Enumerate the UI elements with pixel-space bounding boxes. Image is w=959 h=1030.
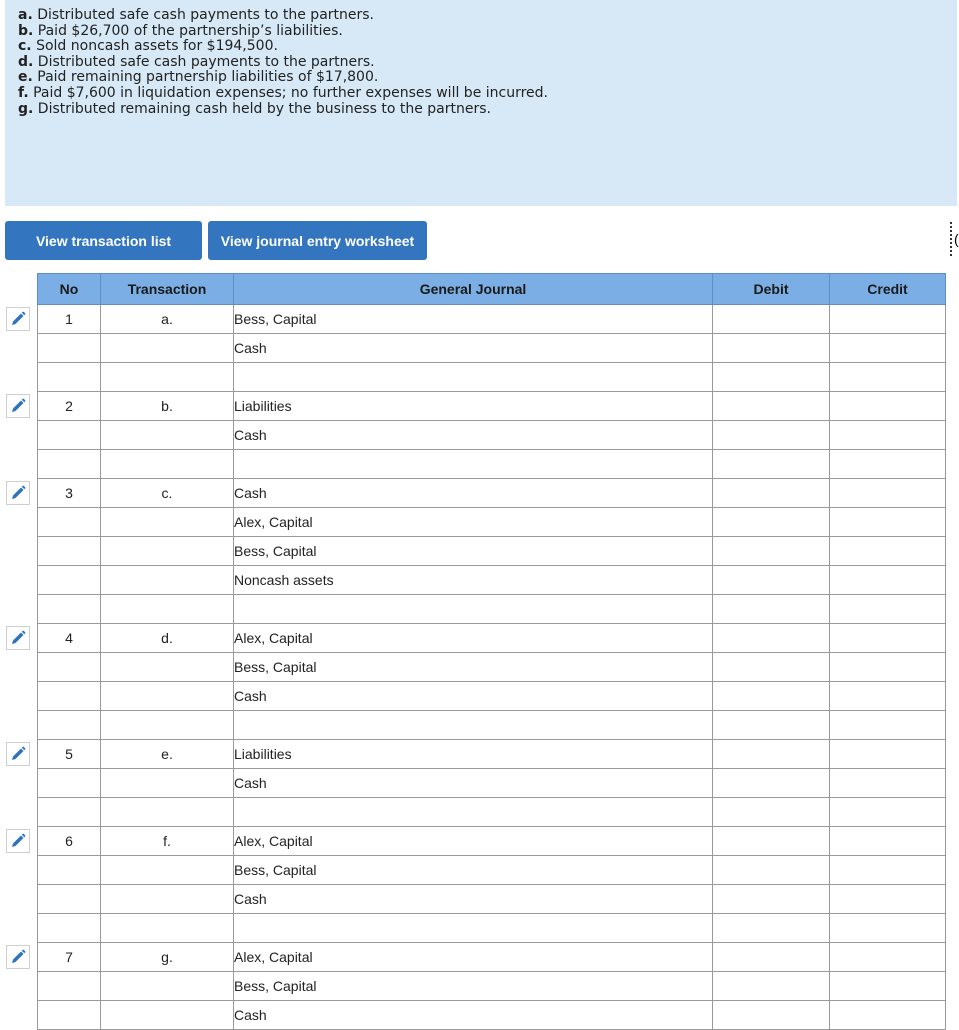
column-header-transaction: Transaction [101,274,234,305]
transaction-letter [101,566,234,595]
account-name: Cash [234,885,713,914]
debit-amount [713,450,830,479]
transaction-letter [101,653,234,682]
account-name: Cash [234,421,713,450]
pencil-icon[interactable] [6,626,30,650]
table-row [38,624,946,653]
credit-amount [830,885,946,914]
debit-amount [713,595,830,624]
table-row [38,363,946,392]
table-row [38,682,946,711]
entry-number [38,566,101,595]
credit-amount [830,595,946,624]
credit-amount [830,334,946,363]
transaction-letter: c. [101,479,234,508]
account-name: Bess, Capital [234,972,713,1001]
debit-amount [713,856,830,885]
account-name: Liabilities [234,392,713,421]
credit-amount [830,740,946,769]
debit-amount [713,305,830,334]
instruction-item: c. Sold noncash assets for $194,500. [18,38,278,55]
table-row [38,798,946,827]
transaction-letter: f. [101,827,234,856]
transaction-letter: g. [101,943,234,972]
credit-amount [830,624,946,653]
credit-amount [830,827,946,856]
debit-amount [713,421,830,450]
pencil-icon[interactable] [6,481,30,505]
account-name: Alex, Capital [234,624,713,653]
entry-number [38,682,101,711]
pencil-icon[interactable] [6,307,30,331]
entry-number [38,334,101,363]
instruction-item: d. Distributed safe cash payments to the partners. [18,53,375,70]
account-name [234,798,713,827]
instruction-item: a. Distributed safe cash payments to the partners. [18,7,375,23]
account-name: Bess, Capital [234,653,713,682]
transaction-letter [101,363,234,392]
credit-amount [830,856,946,885]
credit-amount [830,1001,946,1030]
transaction-letter: a. [101,305,234,334]
instruction-item: f. Paid $7,600 in liquidation expenses; no further expenses will be incurred. [18,84,548,101]
table-row [38,537,946,566]
debit-amount [713,363,830,392]
debit-amount [713,914,830,943]
debit-amount [713,682,830,711]
table-row [38,972,946,1001]
debit-amount [713,798,830,827]
entry-number [38,421,101,450]
transaction-letter [101,1001,234,1030]
account-name [234,711,713,740]
table-row [38,711,946,740]
table-row [38,827,946,856]
entry-number [38,711,101,740]
entry-number: 7 [38,943,101,972]
debit-amount [713,1001,830,1030]
entry-number: 6 [38,827,101,856]
transaction-letter [101,711,234,740]
entry-number [38,972,101,1001]
table-row [38,856,946,885]
account-name [234,363,713,392]
credit-amount [830,421,946,450]
entry-number [38,450,101,479]
transaction-letter [101,450,234,479]
debit-amount [713,392,830,421]
credit-amount [830,392,946,421]
instruction-item: g. Distributed remaining cash held by the business to the partners. [18,100,491,117]
debit-amount [713,508,830,537]
transaction-letter [101,856,234,885]
credit-amount [830,769,946,798]
account-name: Alex, Capital [234,943,713,972]
column-header-credit: Credit [830,274,946,305]
account-name [234,595,713,624]
transaction-letter: e. [101,740,234,769]
debit-amount [713,972,830,1001]
credit-amount [830,537,946,566]
credit-amount [830,508,946,537]
table-row [38,392,946,421]
entry-number [38,856,101,885]
entry-number [38,653,101,682]
entry-number [38,508,101,537]
table-row [38,334,946,363]
debit-amount [713,740,830,769]
credit-amount [830,566,946,595]
account-name: Bess, Capital [234,305,713,334]
credit-amount [830,914,946,943]
table-row [38,479,946,508]
transaction-letter [101,769,234,798]
transaction-letter: b. [101,392,234,421]
table-row [38,566,946,595]
account-name: Cash [234,769,713,798]
entry-number [38,537,101,566]
table-row [38,305,946,334]
debit-amount [713,885,830,914]
account-name: Cash [234,682,713,711]
debit-amount [713,827,830,856]
account-name: Alex, Capital [234,508,713,537]
account-name: Cash [234,1001,713,1030]
debit-amount [713,334,830,363]
view-transaction-list-button[interactable]: View transaction list [5,221,202,260]
table-row [38,450,946,479]
table-row [38,508,946,537]
entry-number: 2 [38,392,101,421]
transaction-letter [101,508,234,537]
entry-number: 1 [38,305,101,334]
pencil-icon[interactable] [6,945,30,969]
table-header-row [38,274,946,305]
credit-amount [830,450,946,479]
column-header-general-journal: General Journal [234,274,713,305]
account-name: Bess, Capital [234,856,713,885]
debit-amount [713,566,830,595]
general-journal-table [37,273,946,1030]
column-header-no: No [38,274,101,305]
pencil-icon[interactable] [6,829,30,853]
transaction-letter [101,914,234,943]
table-row [38,769,946,798]
table-row [38,914,946,943]
account-name [234,914,713,943]
debit-amount [713,537,830,566]
entry-number: 4 [38,624,101,653]
transaction-letter [101,334,234,363]
credit-amount [830,798,946,827]
entry-number: 3 [38,479,101,508]
account-name [234,450,713,479]
table-row [38,943,946,972]
debit-amount [713,653,830,682]
credit-amount [830,972,946,1001]
entry-number [38,798,101,827]
view-journal-entry-worksheet-button[interactable]: View journal entry worksheet [208,221,427,260]
account-name: Alex, Capital [234,827,713,856]
credit-amount [830,682,946,711]
account-name: Cash [234,334,713,363]
account-name: Bess, Capital [234,537,713,566]
entry-number [38,914,101,943]
pencil-icon[interactable] [6,394,30,418]
account-name: Liabilities [234,740,713,769]
table-row [38,885,946,914]
transaction-letter [101,682,234,711]
entry-number [38,595,101,624]
table-row [38,595,946,624]
account-name: Cash [234,479,713,508]
debit-amount [713,711,830,740]
credit-amount [830,363,946,392]
credit-amount [830,479,946,508]
debit-amount [713,479,830,508]
debit-amount [713,624,830,653]
credit-amount [830,653,946,682]
account-name: Noncash assets [234,566,713,595]
entry-number: 5 [38,740,101,769]
transaction-letter [101,885,234,914]
credit-amount [830,305,946,334]
pencil-icon[interactable] [6,742,30,766]
instruction-item: e. Paid remaining partnership liabilities of $17,800. [18,69,379,86]
transaction-letter [101,972,234,1001]
instruction-item: b. Paid $26,700 of the partnership’s liabilities. [18,22,343,39]
transaction-letter: d. [101,624,234,653]
table-row [38,740,946,769]
debit-amount [713,769,830,798]
credit-amount [830,943,946,972]
table-row [38,1001,946,1030]
table-row [38,653,946,682]
entry-number [38,885,101,914]
transaction-letter [101,421,234,450]
debit-amount [713,943,830,972]
clipped-edge-control[interactable]: ( [950,222,957,256]
table-row [38,421,946,450]
entry-number [38,363,101,392]
instructions-panel [5,0,957,206]
credit-amount [830,711,946,740]
column-header-debit: Debit [713,274,830,305]
entry-number [38,1001,101,1030]
transaction-letter [101,595,234,624]
transaction-letter [101,537,234,566]
entry-number [38,769,101,798]
transaction-letter [101,798,234,827]
